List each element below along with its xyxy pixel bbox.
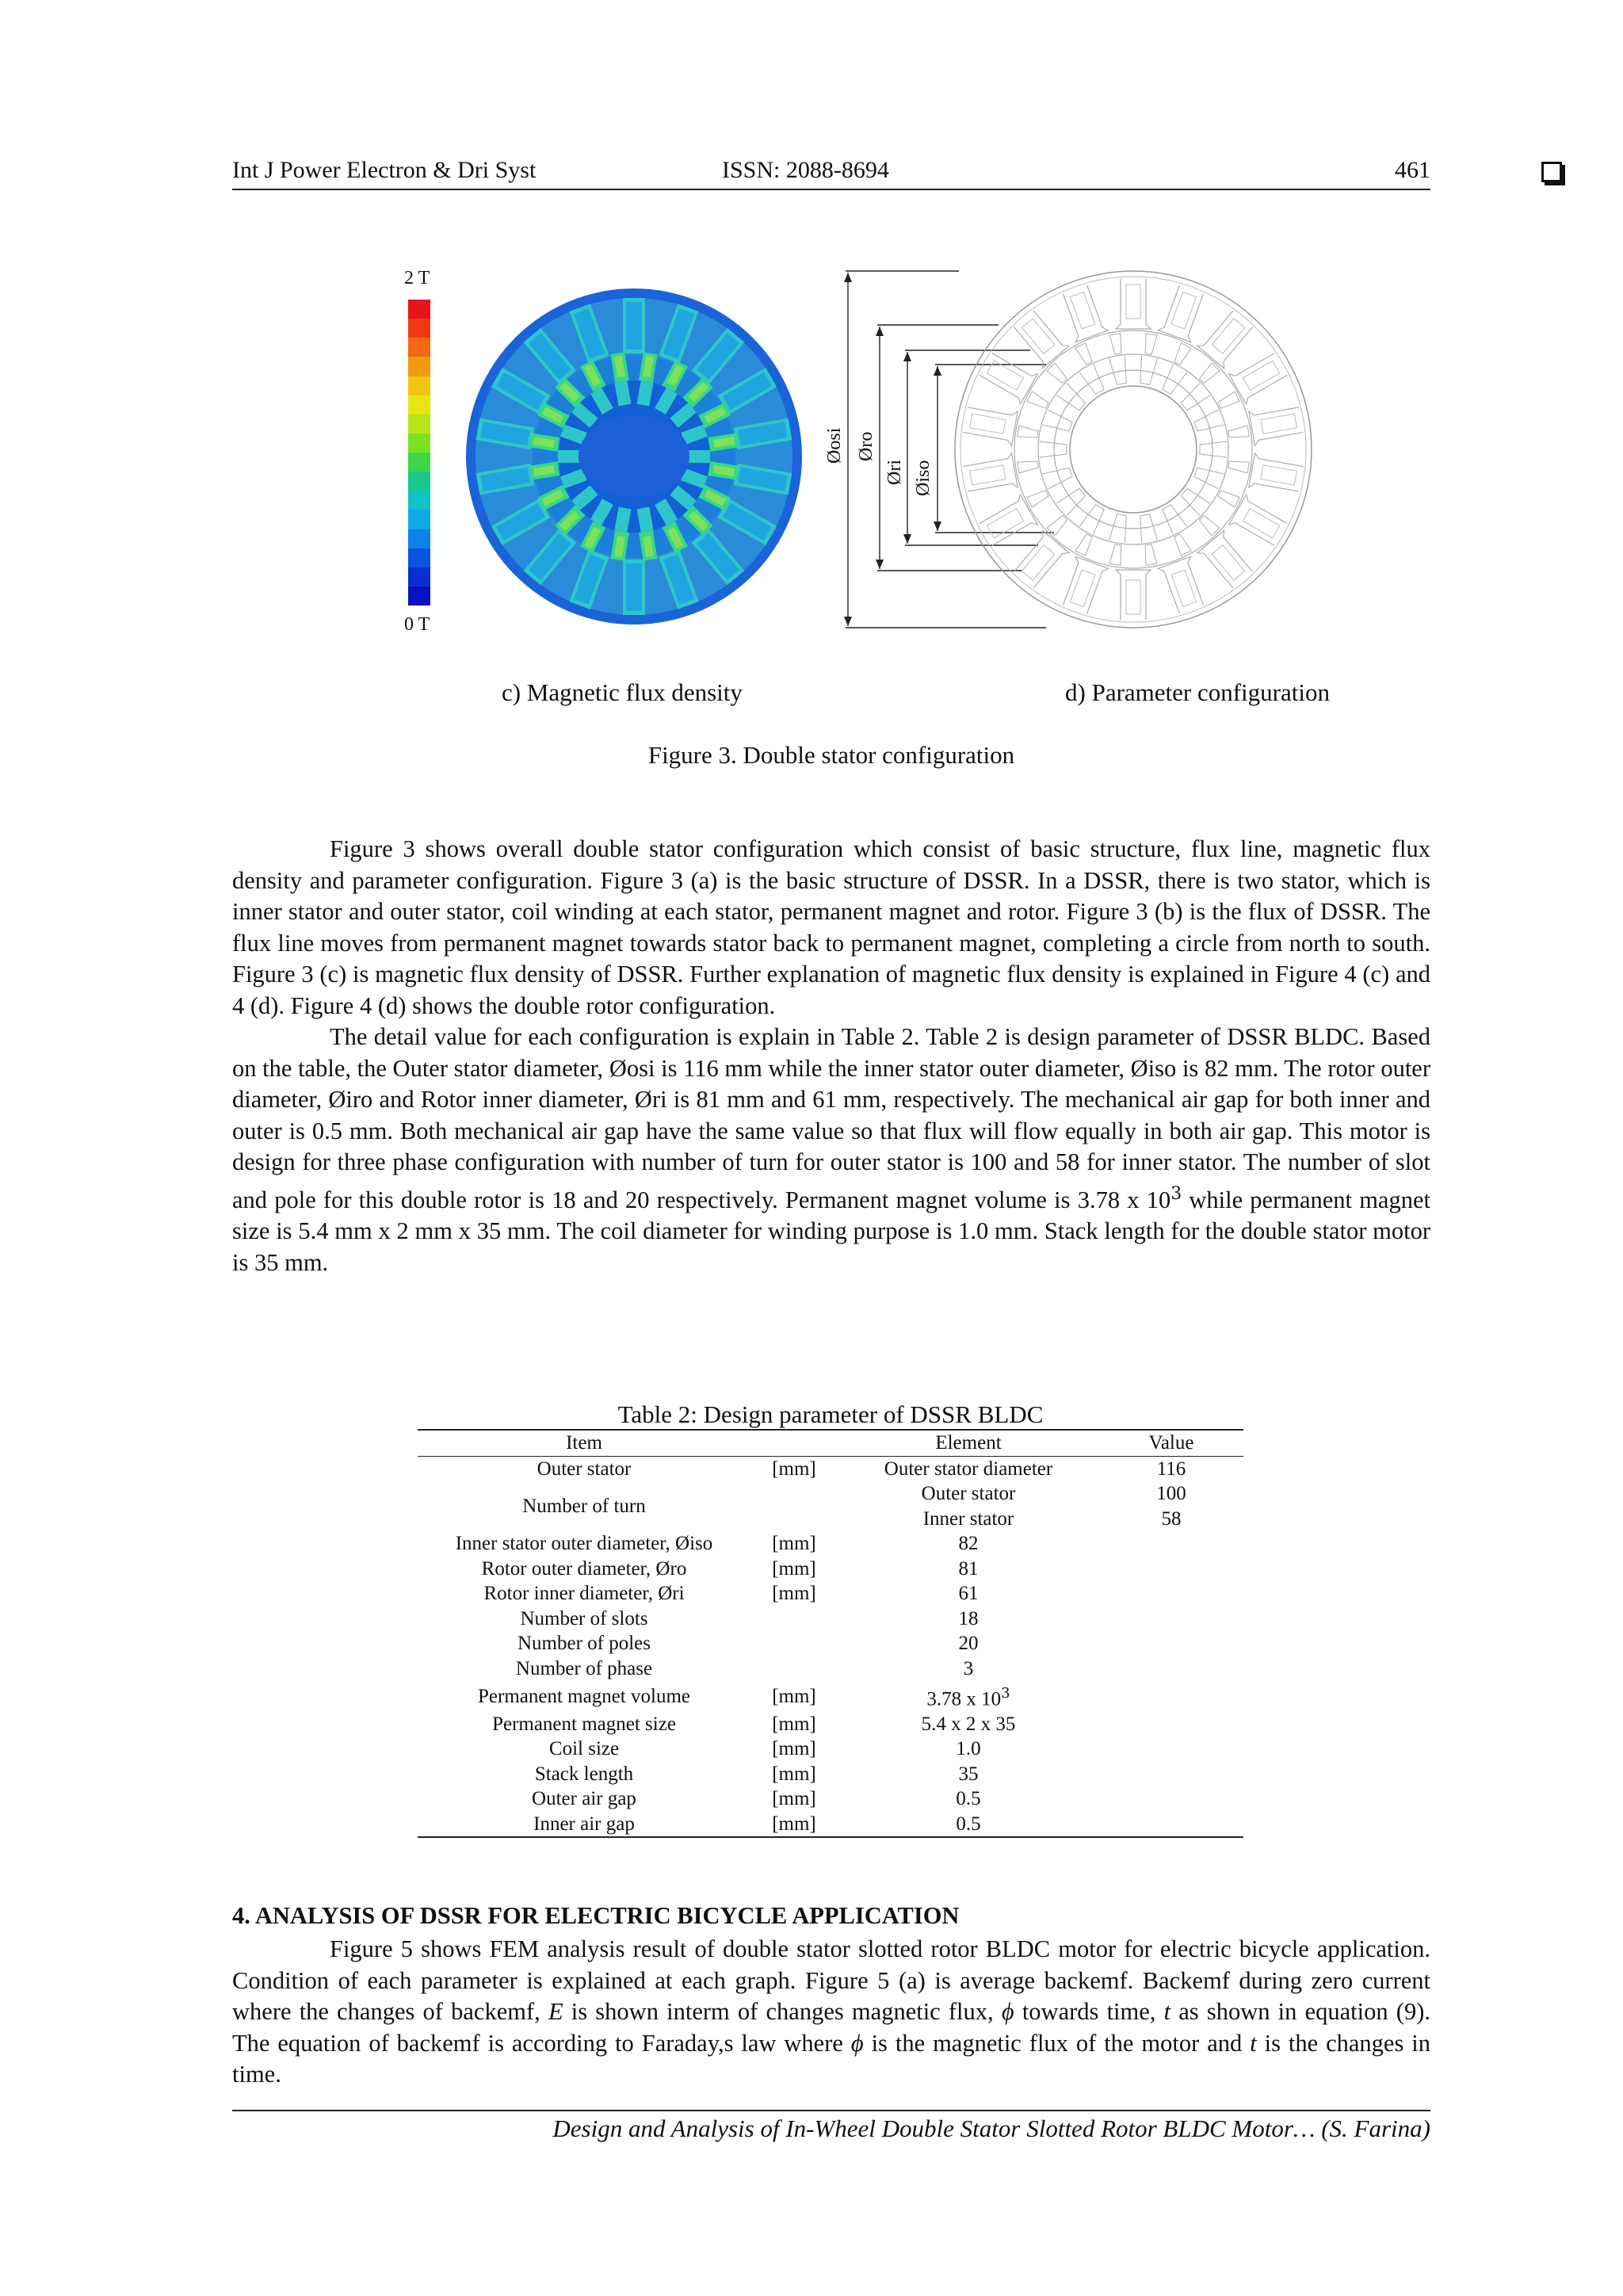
scale-min-label: 0 T	[404, 614, 430, 635]
caption-c: c) Magnetic flux density	[502, 678, 743, 706]
flux-density-plot	[452, 284, 816, 632]
dim-label-iso: Øiso	[913, 460, 934, 496]
colorbar-segment	[408, 357, 430, 376]
colorbar-segment	[408, 453, 430, 472]
table-title: Table 2: Design parameter of DSSR BLDC	[617, 1400, 1044, 1428]
footer-rule	[232, 2110, 1430, 2111]
table-row: Inner air gap [mm] 0.5	[418, 1812, 1243, 1838]
page-footer: Design and Analysis of In-Wheel Double Stator Slotted Rotor BLDC Motor… (S. Farina)	[552, 2115, 1430, 2142]
parameter-diagram	[816, 262, 1331, 642]
journal-name: Int J Power Electron & Dri Syst	[232, 157, 537, 183]
table-row: Outer air gap [mm] 0.5	[532, 1788, 981, 1810]
caption-d: d) Parameter configuration	[1065, 678, 1330, 706]
scale-max-label: 2 T	[404, 268, 430, 288]
table-row: Stack length [mm] 35	[534, 1763, 979, 1785]
paragraph-2: The detail value for each configuration is explain in Table 2. Table 2 is design parameter of DSSR BLDC. Based on the table, the Outer stator diameter, Øosi is 116 mm while the inner stator outer diameter, Øiso is 82 mm. The rotor outer diameter, Øiro and Rotor inner diameter, Øri is 81 mm and 61 mm, respectively. The mechanical air gap for both inner and outer is 0.5 mm. Both mechanical air gap have the same value so that flux will flow equally in both air gap. This motor is design for three phase configuration with number of turn for outer stator is 100 and 58 for inner stator. The number of slot and pole for this double rotor is 18 and 20 respectively. Permanent magnet volume is 3.78 x $10^3$ while permanent magnet size is 5.4 mm x 2 mm x 35 mm. The coil diameter for winding purpose is 1.0 mm. Stack length for the double stator motor is 35 mm.	[232, 1023, 1430, 1276]
colorbar-segment	[408, 472, 430, 491]
colorbar-segment	[408, 395, 430, 415]
table-row: Coil size [mm] 1.0	[548, 1738, 981, 1760]
table-row: Number of slots 18	[520, 1607, 979, 1629]
colorbar-segment	[408, 491, 430, 510]
issn: ISSN: 2088-8694	[722, 157, 889, 183]
dim-label-ro: Øro	[856, 431, 876, 461]
table-row: Inner stator 58	[922, 1507, 1182, 1530]
square-bullet-icon	[1541, 162, 1562, 182]
table-row: Rotor outer diameter, Øro [mm] 81	[481, 1557, 979, 1580]
page-header	[232, 157, 1430, 190]
dim-label-ri: Øri	[884, 460, 905, 485]
colorbar-segment	[408, 319, 430, 338]
colorbar	[408, 300, 430, 606]
table-row: Rotor inner diameter, Øri [mm] 61	[483, 1583, 979, 1604]
colorbar-segment	[408, 529, 430, 548]
section-heading: 4. ANALYSIS OF DSSR FOR ELECTRIC BICYCLE APPLICATION	[232, 1902, 960, 1929]
design-parameter-table	[418, 1429, 1243, 1838]
col-header-item: Item	[418, 1430, 750, 1456]
table-row: Permanent magnet size [mm] 5.4 x 2 x 35	[492, 1713, 1016, 1735]
colorbar-segment	[408, 548, 430, 567]
section-4-paragraph: Figure 5 shows FEM analysis result of double stator slotted rotor BLDC motor for electric bicycle application. Condition of each parameter is explained at each graph. Figure 5 (a) is average backemf. Backemf during zero current where the changes of backemf, E is shown interm of changes magnetic flux, ϕ towards time, t as shown in equation (9). The equation of backemf is according to Faraday,s law where ϕ is the magnetic flux of the motor and t is the changes in time.	[232, 1935, 1430, 2088]
colorbar-segment	[408, 567, 430, 586]
table-row: Outer stator [mm] Outer stator diameter 116	[537, 1457, 1186, 1480]
table-row: Inner stator outer diameter, Øiso [mm] 82	[455, 1533, 979, 1554]
colorbar-segment	[408, 415, 430, 434]
colorbar-segment	[408, 338, 430, 357]
figure-parameter-config	[816, 262, 1331, 642]
figure-title: Figure 3. Double stator configuration	[647, 741, 1015, 769]
inner-core	[579, 415, 689, 498]
body-paragraphs	[232, 834, 1430, 1278]
col-header-value: Value	[1099, 1430, 1243, 1456]
colorbar-segment	[408, 376, 430, 395]
paragraph-1: Figure 3 shows overall double stator configuration which consist of basic structure, flux line, magnetic flux density and parameter configuration. Figure 3 (a) is the basic structure of DSSR. In a DSSR, there is two stator, which is inner stator and outer stator, coil winding at each stator, permanent magnet and rotor. Figure 3 (b) is the flux of DSSR. The flux line moves from permanent magnet towards stator back to permanent magnet, completing a circle from north to south. Figure 3 (c) is magnetic flux density of DSSR. Further explanation of magnetic flux density is explained in Figure 4 (c) and 4 (d). Figure 4 (d) shows the double rotor configuration.	[232, 835, 1430, 1019]
colorbar-segment	[408, 300, 430, 319]
col-header-element: Element	[838, 1430, 1099, 1456]
figure-flux-density	[396, 262, 840, 642]
table-header-row	[418, 1430, 1243, 1456]
colorbar-segment	[408, 510, 430, 529]
table-row: Number of turn Outer stator 100	[522, 1483, 1186, 1517]
section-4-text	[232, 1934, 1430, 2091]
colorbar-segment	[408, 586, 430, 606]
table-row: Number of poles 20	[517, 1633, 979, 1654]
table-row: Number of phase 3	[515, 1657, 974, 1679]
dim-label-osi: Øosi	[824, 427, 845, 464]
page-number: 461	[1395, 157, 1430, 183]
colorbar-segment	[408, 434, 430, 453]
table-row: Permanent magnet volume [mm] 3.78 x $10^3$	[478, 1685, 1010, 1710]
